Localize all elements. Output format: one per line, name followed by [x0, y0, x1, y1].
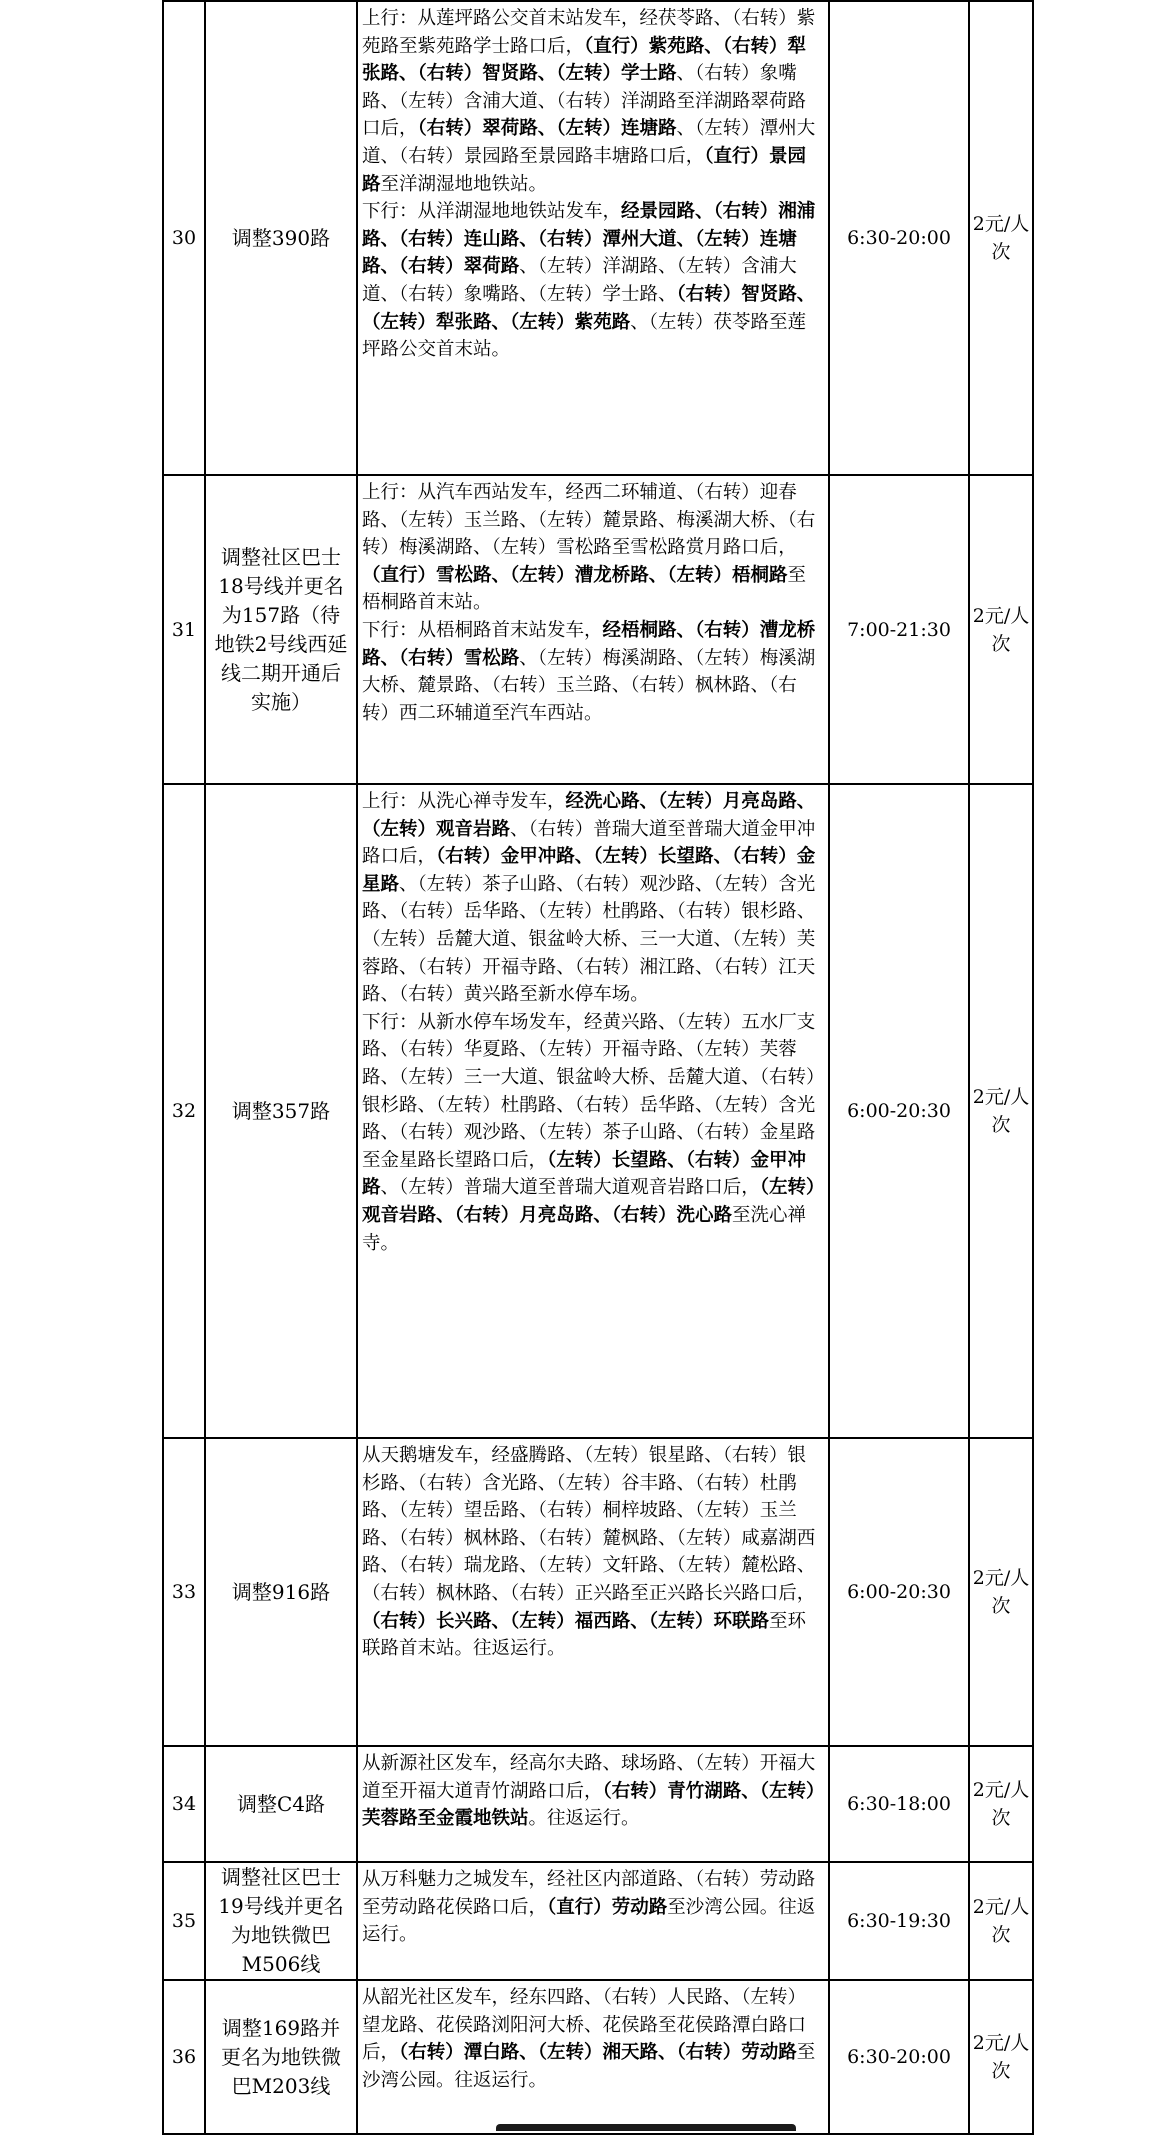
route-name: 调整社区巴士19号线并更名为地铁微巴M506线 — [205, 1862, 357, 1980]
fare: 2元/人次 — [969, 475, 1033, 784]
fare: 2元/人次 — [969, 784, 1033, 1438]
fare: 2元/人次 — [969, 1438, 1033, 1746]
bus-route-adjustment-table — [162, 0, 1034, 2135]
route-name: 调整社区巴士18号线并更名为157路（待地铁2号线西延线二期开通后实施） — [205, 475, 357, 784]
route-text: 下行：从新水停车场发车，经黄兴路、（左转）五水厂支路、（右转）华夏路、（左转）开福寺路、（左转）芙蓉路、（左转）三一大道、银盆岭大桥、岳麓大道、（右转）银杉路、（左转）杜鹃路、（右转）岳华路、（左转）含光路、（右转）观沙路、（左转）茶子山路、（右转）金星路至金星路长望路口后， — [362, 1011, 816, 1171]
row-number: 31 — [163, 475, 205, 784]
route-text: 、（右转）普瑞大道至普瑞大道金甲冲路口后， — [362, 818, 816, 868]
route-text: 、（左转）洋湖路、（左转）含浦大道、（右转）象嘴路、（左转）学士路、 — [362, 256, 797, 305]
fare: 2元/人次 — [969, 1, 1033, 475]
route-paragraph — [362, 1984, 824, 2094]
route-text: 。往返运行。 — [528, 1808, 640, 1830]
route-name: 调整357路 — [205, 784, 357, 1438]
route-paragraph — [362, 1750, 824, 1833]
route-paragraph — [362, 617, 824, 727]
route-description — [357, 784, 829, 1438]
route-paragraph — [362, 198, 824, 364]
route-text: 、（左转）潭州大道、（右转）景园路至景园路丰塘路口后， — [362, 118, 816, 167]
table-row — [163, 1438, 1033, 1746]
route-text: 、（左转）梅溪湖路、（左转）梅溪湖大桥、麓景路、（右转）玉兰路、（右转）枫林路、（右转）西二环辅道至汽车西站。 — [362, 647, 816, 724]
route-text: 至洗心禅寺。 — [362, 1204, 807, 1254]
route-description — [357, 475, 829, 784]
route-description — [357, 1862, 829, 1980]
route-paragraph — [362, 1009, 824, 1257]
operating-hours: 6:30-19:30 — [829, 1862, 969, 1980]
route-text: 、（左转）茯苓路至莲坪路公交首末站。 — [362, 311, 807, 361]
route-description — [357, 1746, 829, 1862]
table-row — [163, 475, 1033, 784]
route-paragraph — [362, 5, 824, 198]
route-paragraph — [362, 479, 824, 617]
route-text: 至环联路首末站。往返运行。 — [362, 1610, 807, 1660]
row-number: 35 — [163, 1862, 205, 1980]
route-text: 、（左转）普瑞大道至普瑞大道观音岩路口后， — [380, 1177, 760, 1199]
fare: 2元/人次 — [969, 1980, 1033, 2134]
operating-hours: 6:30-18:00 — [829, 1746, 969, 1862]
table-row — [163, 1746, 1033, 1862]
route-name: 调整916路 — [205, 1438, 357, 1746]
route-text: 上行：从莲坪路公交首末站发车，经茯苓路、（右转）紫苑路至紫苑路学士路口后， — [362, 8, 816, 57]
route-text: 下行：从洋湖湿地地铁站发车， — [362, 201, 622, 223]
route-description — [357, 1980, 829, 2134]
route-text-bold: （右转）青竹湖路、（左转）芙蓉路至金霞地铁站 — [362, 1780, 816, 1830]
table-row — [163, 1, 1033, 475]
route-name: 调整C4路 — [205, 1746, 357, 1862]
route-text-bold: 经梧桐路、（右转）漕龙桥路、（右转）雪松路 — [362, 619, 816, 669]
table-row — [163, 1980, 1033, 2134]
route-paragraph — [362, 1866, 824, 1949]
operating-hours: 7:00-21:30 — [829, 475, 969, 784]
scroll-handle-bar[interactable] — [496, 2124, 796, 2131]
operating-hours: 6:30-20:00 — [829, 1, 969, 475]
route-text: 上行：从洗心禅寺发车， — [362, 791, 566, 812]
fare: 2元/人次 — [969, 1862, 1033, 1980]
route-text-bold: （直行）景园路 — [362, 145, 807, 195]
route-text: 至梧桐路首末站。 — [362, 564, 807, 614]
operating-hours: 6:00-20:30 — [829, 784, 969, 1438]
fare: 2元/人次 — [969, 1746, 1033, 1862]
route-text: 至沙湾公园。往返运行。 — [362, 1896, 816, 1946]
route-text-bold: （左转）长望路、（右转）金甲冲路 — [362, 1149, 807, 1199]
route-text: 从天鹅塘发车，经盛腾路、（左转）银星路、（右转）银杉路、（右转）含光路、（左转）谷丰路、（右转）杜鹃路、（左转）望岳路、（右转）桐梓坡路、（左转）玉兰路、（右转）枫林路、（右转）麓枫路、（左转）咸嘉湖西路、（右转）瑞龙路、（左转）文轩路、（左转）麓松路、（右转）枫林路、（右转）正兴路至正兴路长兴路口后， — [362, 1445, 816, 1604]
route-text: 从新源社区发车，经高尔夫路、球场路、（左转）开福大道至开福大道青竹湖路口后， — [362, 1753, 816, 1802]
route-text-bold: （右转）长兴路、（左转）福西路、（左转）环联路 — [362, 1610, 770, 1632]
route-text-bold: （直行）雪松路、（左转）漕龙桥路、（左转）梧桐路 — [362, 564, 788, 586]
route-text-bold: （右转）潭白路、（左转）湘天路、（右转）劳动路 — [399, 2042, 797, 2064]
route-paragraph — [362, 1442, 824, 1663]
route-text: 至洋湖湿地地铁站。 — [380, 173, 548, 195]
route-description — [357, 1, 829, 475]
route-text: 上行：从汽车西站发车，经西二环辅道、（右转）迎春路、（左转）玉兰路、（左转）麓景路、梅溪湖大桥、（右转）梅溪湖路、（左转）雪松路至雪松路赏月路口后， — [362, 482, 816, 559]
row-number: 34 — [163, 1746, 205, 1862]
row-number: 33 — [163, 1438, 205, 1746]
route-text-bold: （左转）观音岩路、（右转）月亮岛路、（右转）洗心路 — [362, 1177, 816, 1226]
route-text-bold: 经洗心路、（左转）月亮岛路、（左转）观音岩路 — [362, 791, 816, 840]
route-text-bold: （右转）金甲冲路、（左转）长望路、（右转）金星路 — [362, 846, 816, 895]
route-text: 、（左转）茶子山路、（右转）观沙路、（左转）含光路、（右转）岳华路、（左转）杜鹃路、（右转）银杉路、（左转）岳麓大道、银盆岭大桥、三一大道、（左转）芙蓉路、（右转）开福寺路、（右转）湘江路、（右转）江天路、（右转）黄兴路至新水停车场。 — [362, 873, 816, 1006]
route-name: 调整169路并更名为地铁微巴M203线 — [205, 1980, 357, 2134]
route-text: 至沙湾公园。往返运行。 — [362, 2042, 816, 2091]
table-row — [163, 1862, 1033, 1980]
route-paragraph — [362, 788, 824, 1009]
table-row — [163, 784, 1033, 1438]
row-number: 30 — [163, 1, 205, 475]
route-description — [357, 1438, 829, 1746]
route-text: 下行：从梧桐路首末站发车， — [362, 619, 603, 641]
route-name: 调整390路 — [205, 1, 357, 475]
route-text-bold: （直行）紫苑路、（右转）犁张路、（右转）智贤路、（左转）学士路 — [362, 35, 807, 85]
route-text-bold: （右转）智贤路、（左转）犁张路、（左转）紫苑路 — [362, 283, 816, 333]
route-text: 从韶光社区发车，经东四路、（右转）人民路、（左转）望龙路、花侯路浏阳河大桥、花侯路至花侯路潭白路口后， — [362, 1987, 807, 2064]
route-text: 从万科魅力之城发车，经社区内部道路、（右转）劳动路至劳动路花侯路口后， — [362, 1869, 816, 1918]
route-text-bold: （右转）翠荷路、（左转）连塘路 — [417, 118, 677, 140]
route-text-bold: 经景园路、（右转）湘浦路、（右转）连山路、（右转）潭州大道、（左转）连塘路、（右转）翠荷路 — [362, 201, 816, 278]
row-number: 36 — [163, 1980, 205, 2134]
route-text: 、（右转）象嘴路、（左转）含浦大道、（右转）洋湖路至洋湖路翠荷路口后， — [362, 63, 807, 140]
row-number: 32 — [163, 784, 205, 1438]
operating-hours: 6:00-20:30 — [829, 1438, 969, 1746]
operating-hours: 6:30-20:00 — [829, 1980, 969, 2134]
route-text-bold: （直行）劳动路 — [547, 1896, 668, 1918]
